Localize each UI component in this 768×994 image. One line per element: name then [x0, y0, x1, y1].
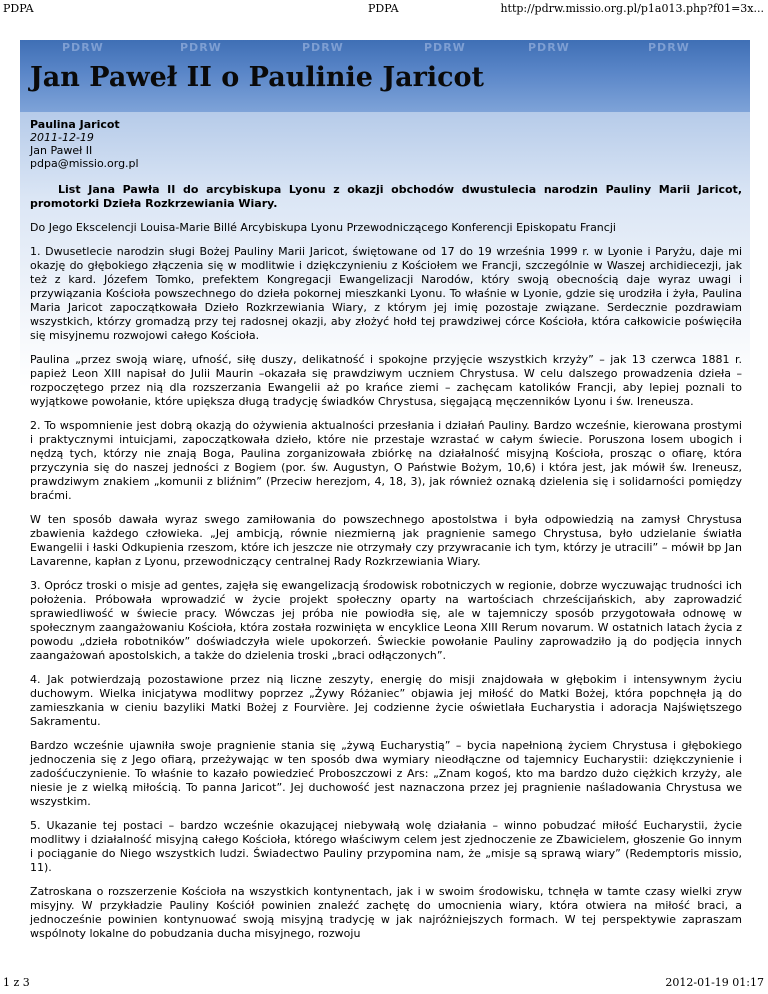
article-source: Jan Paweł II [30, 144, 93, 157]
banner-watermark: PDRW [180, 41, 222, 54]
banner-watermark: PDRW [648, 41, 690, 54]
print-header-left: PDPA [3, 2, 34, 15]
page-banner [20, 40, 750, 112]
article-addressee: Do Jego Ekscelencji Louisa-Marie Billé Arcybiskupa Lyonu Przewodniczącego Konferencji Episkopatu Francji [30, 221, 616, 234]
print-header [0, 0, 768, 18]
banner-watermark: PDRW [528, 41, 570, 54]
article-paragraph: Zatroskana o rozszerzenie Kościoła na wszystkich kontynentach, jak i w swoim środowisku, tchnęła w tamte czasy wielki zryw misyjny. W przykładzie Pauliny Kościół powinien znaleźć zachętę do umocnienia wiary, która otwiera na miłość braci, a jednocześnie powinien kontynuować swoją misyjną tradycję w jak najróżniejszych formach. W tej perspektywie zapraszam wspólnoty lokalne do pobudzania ducha misyjnego, rozwoju [30, 885, 742, 940]
article-paragraph: 2. To wspomnienie jest dobrą okazją do ożywienia aktualności przesłania i działań Pauliny. Bardzo wcześnie, kierowana prostymi i praktycznymi intuicjami, zapoczątkowała dzieło, które nie przestaje wzrastać w całym świecie. Poruszona losem ubogich i nędzą tych, którzy nie znają Boga, Paulina zorganizowała zbiórkę na działalność misyjną Kościoła, prosząc o ofiarę, która przyczynia się do naszej jedności z Bogiem (por. św. Augustyn, O Państwie Bożym, 10,6) i która jest, jak mówił św. Ireneusz, prawdziwym znakiem „komunii z bliźnim” (Przeciw herezjom, 4, 18, 3), jak również oznaką dzielenia się i solidarności pomiędzy braćmi. [30, 419, 742, 502]
banner-watermark: PDRW [62, 41, 104, 54]
contact-email-link[interactable]: pdpa@missio.org.pl [30, 157, 139, 170]
article-meta [30, 118, 742, 170]
print-header-url: http://pdrw.missio.org.pl/p1a013.php?f01=3x... [500, 2, 764, 15]
print-footer [0, 974, 768, 992]
article-author: Paulina Jaricot [30, 118, 120, 131]
article-paragraph: 4. Jak potwierdzają pozostawione przez nią liczne zeszyty, energię do misji znajdowała w głębokim i intensywnym życiu duchowym. Wielka inicjatywa modlitwy poprzez „Żywy Różaniec” objawia jej miłość do Matki Bożej, która popchnęła ją do zamieszkania w cieniu bazyliki Matki Bożej z Fourvière. Jej codzienne życie oświetlała Eucharystia i adoracja Najświętszego Sakramentu. [30, 673, 742, 728]
print-timestamp: 2012-01-19 01:17 [665, 976, 764, 989]
banner-watermark: PDRW [302, 41, 344, 54]
page-title: Jan Paweł II o Paulinie Jaricot [30, 62, 485, 93]
article-paragraph: 3. Oprócz troski o misje ad gentes, zajęła się ewangelizacją środowisk robotniczych w regionie, dobrze wyczuwając trudności ich położenia. Próbowała wprowadzić w życie projekt społeczny oparty na wartościach chrześcijańskich, aby zaprowadzić sprawiedliwość w świecie pracy. Wówczas jej próba nie powiodła się, ale w tajemniczy sposób przygotowała odnowę w społecznym zaangażowaniu Kościoła, która została rozwinięta w encyklice Leona XIII Rerum novarum. W ostatnich latach życia z powodu „dzieła robotników” doświadczyła wiele upokorzeń. Świeckie powołanie Pauliny zaprowadziło ją do podjęcia innych zaangażowań apostolskich, a także do dzielenia troski „braci odłączonych”. [30, 579, 742, 662]
article-content [20, 112, 750, 974]
print-header-center: PDPA [368, 2, 399, 15]
article-paragraph: Bardzo wcześnie ujawniła swoje pragnienie stania się „żywą Eucharystią” – bycia napełnioną życiem Chrystusa i głębokiego jednoczenia się z Jego ofiarą, przeżywając w ten sposób dwa wymiary nieodłączne od tajemnicy Eucharystii: dziękczynienie i zadośćuczynienie. To właśnie to kazało powiedzieć Proboszczowi z Ars: „Znam kogoś, kto ma bardzo dużo ciężkich krzyży, ale niesie je z wielką miłością. To panna Jaricot”. Jej duchowość jest naznaczona przez jej pragnienie naśladowania Chrystusa we wszystkim. [30, 739, 742, 808]
page-number: 1 z 3 [3, 976, 30, 989]
article-date: 2011-12-19 [30, 131, 94, 144]
article-paragraph: 5. Ukazanie tej postaci – bardzo wcześnie okazującej niebywałą wolę działania – winno pobudzać miłość Eucharystii, życie modlitwy i działalność misyjną całego Kościoła, którego właściwym celem jest zjednoczenie ze Zbawicielem, głoszenie Go innym i pociąganie do Niego wszystkich ludzi. Świadectwo Pauliny przypomina nam, że „misje są sprawą wiary” (Redemptoris missio, 11). [30, 819, 742, 874]
article-lead: List Jana Pawła II do arcybiskupa Lyonu z okazji obchodów dwustulecia narodzin Pauliny Marii Jaricot, promotorki Dzieła Rozkrzewiania Wiary. [30, 183, 742, 210]
banner-watermark: PDRW [424, 41, 466, 54]
article-paragraph: W ten sposób dawała wyraz swego zamiłowania do powszechnego apostolstwa i była odpowiedzią na zamysł Chrystusa zbawienia każdego człowieka. „Jej ambicją, równie niezmierną jak pragnienie samego Chrystusa, było udzielanie światła Ewangelii i łaski Odkupienia rzeszom, które ich jeszcze nie otrzymały czy przywracanie ich tym, którzy je utracili” – mówił bp Jan Lavarenne, kapłan z Lyonu, przewodniczący centralnej Rady Rozkrzewiania Wiary. [30, 513, 742, 568]
article-paragraph: 1. Dwusetlecie narodzin sługi Bożej Pauliny Marii Jaricot, świętowane od 17 do 19 września 1999 r. w Lyonie i Paryżu, daje mi okazję do głębokiego złączenia się w modlitwie i dziękczynieniu z Kościołem we Francji, szczególnie w Waszej archidiecezji, jak też z kard. Józefem Tomko, prefektem Kongregacji Ewangelizacji Narodów, który swoją obecnością daje wyraz uwagi i przywiązania Kościoła powszechnego do dzieła pokornej mieszkanki Lyonu. To właśnie w Lyonie, gdzie się urodziła i żyła, Paulina Maria Jaricot zapoczątkowała Dzieło Rozkrzewiania Wiary, z którym jej imię pozostaje związane. Serdecznie pozdrawiam wszystkich, którzy gromadzą przy tej radosnej okazji, aby złożyć hołd tej prawdziwej córce Kościoła, która całkowicie poświęciła się misyjnemu rozwojowi całego Kościoła. [30, 245, 742, 342]
article-paragraph: Paulina „przez swoją wiarę, ufność, siłę duszy, delikatność i spokojne przyjęcie wszystkich krzyży” – jak 13 czerwca 1881 r. papież Leon XIII napisał do Julii Maurin –okazała się prawdziwym uczniem Chrystusa. W celu dalszego prowadzenia dzieła – rozpoczętego przez nią dla rozszerzania Ewangelii aż po krańce ziemi – zachęcam katolików Francji, aby lepiej poznali to wyjątkowe powołanie, które upiększa długą tradycję świadków Chrystusa, sięgającą męczenników Lyonu i św. Ireneusza. [30, 353, 742, 408]
banner-watermarks [20, 41, 750, 55]
